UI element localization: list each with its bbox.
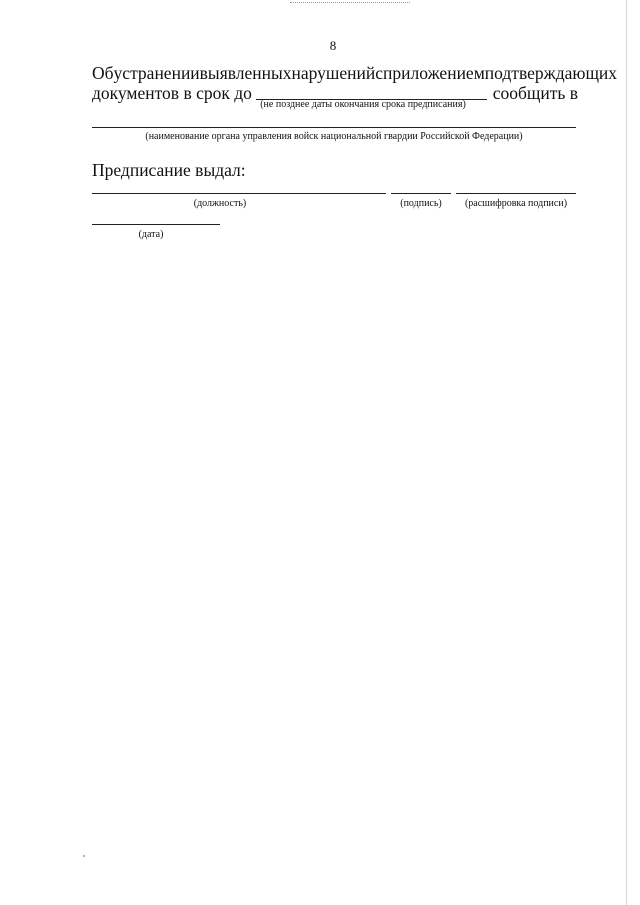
scan-edge-top <box>290 2 410 3</box>
scan-edge-right <box>626 0 627 905</box>
page-number: 8 <box>329 38 337 53</box>
deadline-lead-text: документов в срок до <box>92 83 252 103</box>
main-text-word: Об <box>92 63 114 83</box>
date-hint: (дата) <box>138 229 164 240</box>
signature-decoding-hint: (расшифровка подписи) <box>464 198 568 209</box>
signature-fill-line[interactable] <box>391 193 451 194</box>
date-fill-line[interactable] <box>92 224 220 225</box>
deadline-hint: (не позднее даты окончания срока предписания) <box>260 99 466 110</box>
position-hint: (должность) <box>193 198 247 209</box>
position-fill-line[interactable] <box>92 193 386 194</box>
main-text-word: с <box>375 63 384 83</box>
main-text-word: нарушений <box>291 63 376 83</box>
deadline-fill-line[interactable] <box>256 83 487 100</box>
main-text-word: подтверждающих <box>484 63 618 83</box>
report-to-text: сообщить в <box>492 83 578 103</box>
signature-hint: (подпись) <box>400 198 442 209</box>
main-text-word: приложением <box>383 63 485 83</box>
scan-speck <box>83 855 85 857</box>
authority-hint: (наименование органа управления войск национальной гвардии Российской Федерации) <box>145 131 523 142</box>
main-text-word: выявленных <box>199 63 292 83</box>
main-text-line-1 <box>92 63 618 83</box>
issued-by-title: Предписание выдал: <box>92 160 246 180</box>
signature-decoding-fill-line[interactable] <box>456 193 576 194</box>
main-text <box>92 63 618 103</box>
authority-fill-line[interactable] <box>92 127 576 128</box>
main-text-word: устранении <box>113 63 200 83</box>
